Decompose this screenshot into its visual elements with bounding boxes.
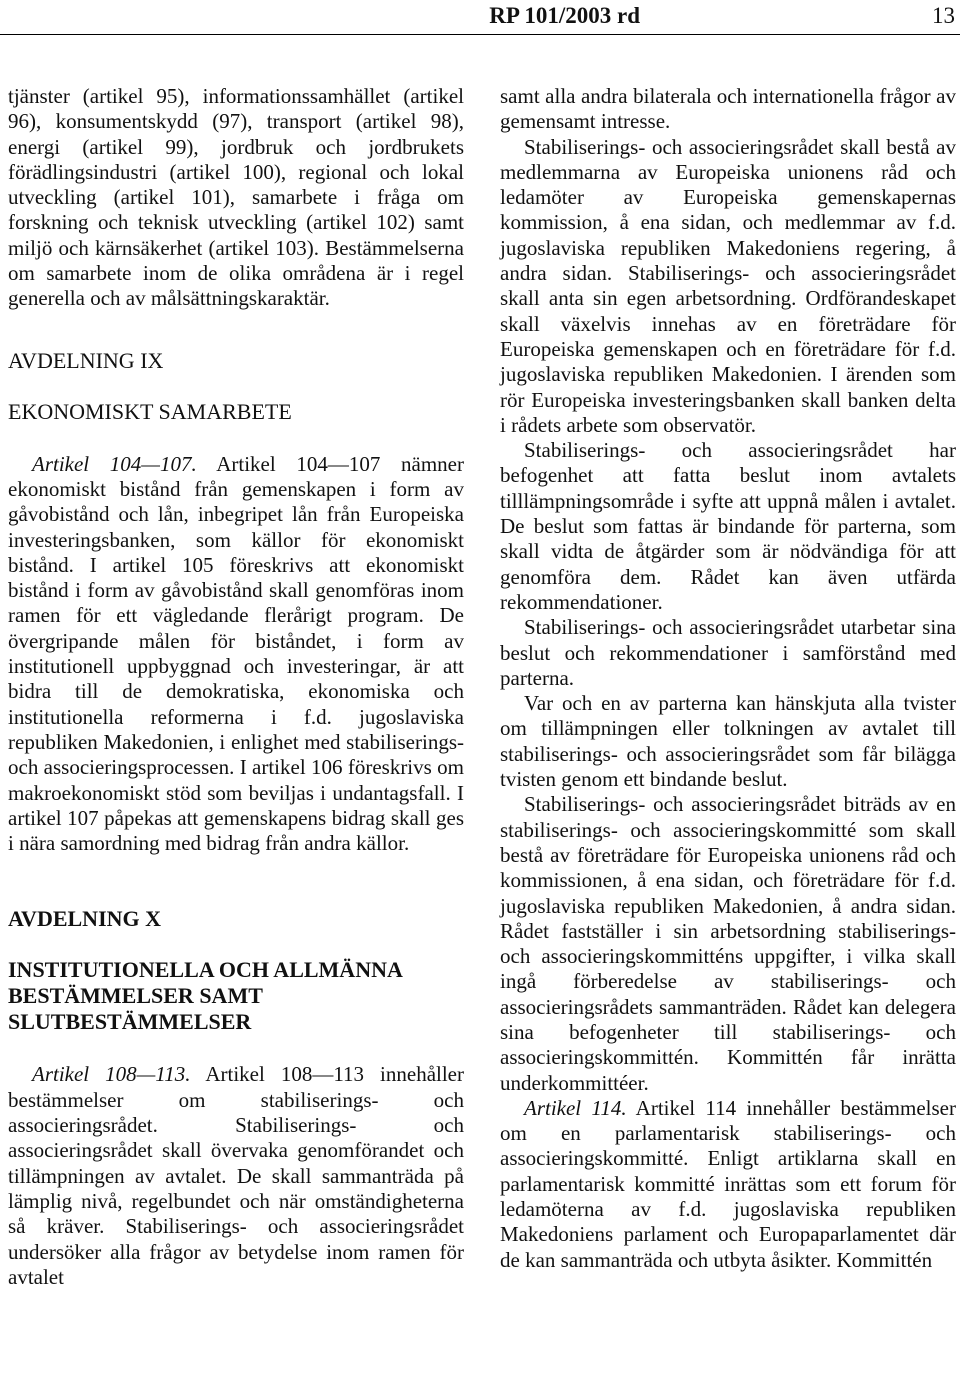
paragraph-text: Artikel 114 innehåller bestämmelser om en parlamentarisk stabiliserings- och associeringskommitté. Enligt artiklarna skall en parlamentarisk kommitté inrättas som ett forum för ledamöterna av f.d. jugoslaviska republiken Makedoniens parlament och Europaparlamentet där de kan sammanträda och utbyta åsikter. Kommittén: [500, 1095, 956, 1272]
left-column: [8, 84, 464, 1290]
section-heading: AVDELNING IX: [8, 347, 164, 373]
paragraph: Var och en av parterna kan hänskjuta alla tvister om tillämpningen eller tolkningen av avtalet till stabiliserings- och associeringsrådet som får bilägga tvisten genom ett bindande beslut.: [500, 691, 956, 792]
article-reference: Artikel 114.: [524, 1095, 627, 1120]
document-id: RP 101/2003 rd: [489, 3, 640, 28]
article-reference: Artikel 104—107.: [32, 451, 197, 476]
paragraph: Stabiliserings- och associeringsrådet skall bestå av medlemmarna av Europeiska unionens råd och ledamöter av Europeiska gemenskapernas kommission, å ena sidan, och medlemmar av f.d. jugoslaviska republiken Makedoniens regering, å andra sidan. Stabiliserings- och associeringsrådet skall anta sin egen arbetsordning. Ordförandeskapet skall växelvis innehas av en företrädare för Europeiska gemenskapen och en företrädare för f.d. jugoslaviska republiken Makedonien. I ärenden som rör Europeiska investeringsbanken skall banken delta i rådets arbete som observatör.: [500, 134, 956, 437]
paragraph: Stabiliserings- och associeringsrådet har befogenhet att fatta beslut inom avtalets tilllämpningsområde i syfte att uppnå målen i avtalet. De beslut som fattas är bindande för parterna, som skall vidta de åtgärder som är nödvändiga för att genomföra dem. Rådet kan även utfärda rekommendationer.: [500, 438, 956, 614]
section-heading: AVDELNING X: [8, 906, 162, 932]
article-reference: Artikel 108—113.: [32, 1062, 191, 1087]
page-number: 13: [932, 3, 955, 28]
paragraph-text: Artikel 104—107 nämner ekonomiskt bistånd från gemenskapen i form av gåvobistånd och lån, inbegripet lån från Europeiska investeringsbanken, som källor för ekonomiskt bistånd. I artikel 105 föreskrivs att ekonomiskt bistånd i form av gåvobistånd skall genomföras inom ramen för ett vägledande flerårigt program. De övergripande målen för biståndet, i form av institutionell uppbyggnad och investeringar, är att bidra till de demokratiska, ekonomiska och institutionella reformerna i f.d. jugoslaviska republiken Makedonien, i enlighet med stabiliserings- och associeringsprocessen. I artikel 106 föreskrivs om makroekonomiskt stöd som beviljas i undantagsfall. I artikel 107 påpekas att gemenskapens bidrag skall ges i nära samordning med bidrag från andra källor.: [8, 451, 464, 856]
paragraph-text: Artikel 108—113 innehåller bestämmelser om stabiliserings- och associeringsrådet. Stabiliserings- och associeringsrådet skall övervaka genomförandet och tillämpningen av avtalet. De skall sammanträda på lämplig nivå, regelbundet och när omständigheterna så kräver. Stabiliserings- och associeringsrådet undersöker alla frågor av betydelse inom ramen för avtalet: [8, 1062, 464, 1289]
paragraph: [8, 1062, 464, 1290]
right-column: [500, 84, 956, 1273]
paragraph: Stabiliserings- och associeringsrådet utarbetar sina beslut och rekommendationer i samförstånd med parterna.: [500, 615, 956, 690]
section-title: INSTITUTIONELLA OCH ALLMÄNNA BESTÄMMELSER SAMT SLUTBESTÄMMELSER: [8, 957, 402, 1035]
paragraph: tjänster (artikel 95), informationssamhället (artikel 96), konsumentskydd (97), transport (artikel 98), energi (artikel 99), jordbruk och jordbrukets förädlingsindustri (artikel 100), regional och lokal utveckling (artikel 101), samarbete i fråga om forskning och teknisk utveckling (artikel 102) samt miljö och kärnsäkerhet (artikel 103). Bestämmelserna om samarbete inom de olika områdena är i regel generella och av målsättningskaraktär.: [8, 84, 464, 311]
paragraph: Stabiliserings- och associeringsrådet biträds av en stabiliserings- och associeringskommitté som skall bestå av företrädare för Europeiska unionens råd och kommissionen, å ena sidan, och företrädare för f.d. jugoslaviska republiken Makedonien, å andra sidan. Rådet fastställer i sin arbetsordning stabiliserings- och associeringskommitténs uppgifter, i vilka skall ingå förberedelse av stabiliserings- och associeringsrådets sammanträden. Rådet kan delegera sina befogenheter till stabiliserings- och associeringskommittén. Kommittén får inrätta underkommittéer.: [500, 792, 956, 1095]
paragraph: [8, 452, 464, 857]
page-header: [0, 0, 960, 35]
section-title: EKONOMISKT SAMARBETE: [8, 398, 292, 424]
paragraph: [500, 1096, 956, 1273]
paragraph: samt alla andra bilaterala och internationella frågor av gemensamt intresse.: [500, 84, 956, 134]
